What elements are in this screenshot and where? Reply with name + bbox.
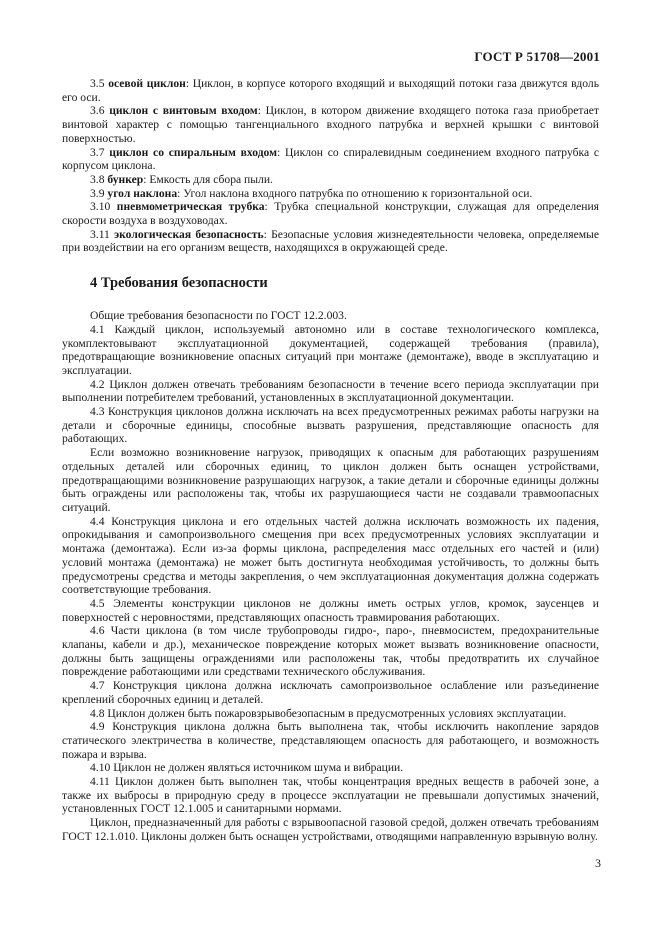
paragraph-4-8: 4.8 Циклон должен быть пожаровзрывобезопасным в предусмотренных условиях эксплуатации.: [90, 706, 567, 720]
definition-number: 3.6: [90, 104, 105, 118]
definitions-list: [62, 77, 599, 255]
definition-3-6: [62, 104, 599, 145]
paragraph-4-2: 4.2 Циклон должен отвечать требованиям безопасности в течение всего периода эксплуатации при выполнении потребителем требований, установленных в эксплуатационной документации.: [62, 377, 599, 405]
paragraph-general: Общие требования безопасности по ГОСТ 12.2.003.: [90, 309, 347, 323]
definition-3-11: [62, 228, 599, 255]
definition-text: : Циклон, в котором движение входящего потока газа приобретает винтовой характер с помощью тангенциального входного патрубка и верхней крышки с винтовой поверхностью.: [62, 104, 599, 145]
paragraph-4-10: 4.10 Циклон не должен являться источником шума и вибрации.: [90, 761, 404, 775]
definition-number: 3.10: [90, 200, 111, 214]
definition-text: : Трубка специальной конструкции, служащая для определения скорости воздуха в воздуховодах.: [62, 200, 600, 228]
definition-number: 3.5: [90, 77, 105, 90]
definition-3-8: [62, 173, 599, 187]
definition-term: экологическая безопасность: [114, 227, 264, 241]
definition-text: : Безопасные условия жизнедеятельности человека, определяемые при воздействии на его организм веществ, находящихся в окружающей среде.: [62, 227, 599, 255]
paragraph-4-11: 4.11 Циклон должен быть выполнен так, чтобы концентрация вредных веществ в рабочей зоне, а также их выбросы в природную среду в процессе эксплуатации не превышали допустимых значений, установленных ГОСТ 12.1.005 и санитарными нормами.: [62, 775, 599, 816]
section-body: [62, 309, 599, 843]
definition-text: : Циклон, в корпусе которого входящий и выходящий потоки газа движутся вдоль его оси.: [62, 77, 599, 104]
section-heading: 4 Требования безопасности: [90, 275, 268, 292]
definition-text: : Циклон со спиралевидным соединением входного патрубка с корпусом циклона.: [62, 145, 599, 173]
definition-3-9: [62, 187, 599, 201]
definition-term: циклон с винтовым входом: [109, 104, 258, 118]
definition-term: пневмометрическая трубка: [116, 200, 265, 214]
page-content: [62, 77, 599, 844]
definition-3-5: [62, 77, 599, 104]
page-number: 3: [595, 856, 601, 870]
paragraph-4-6: 4.6 Части циклона (в том числе трубопроводы гидро-, паро-, пневмосистем, предохранительные клапаны, кабели и др.), механическое повреждение которых может вызвать возникновение опасности, должны быть защищены ограждениями или расположены так, чтобы предотвратить их случайное повреждение работающими или средствами технического обслуживания.: [62, 624, 599, 679]
definition-text: : Емкость для сбора пыли.: [143, 172, 273, 186]
definition-number: 3.11: [90, 227, 110, 241]
definition-term: осевой циклон: [108, 77, 186, 90]
paragraph-4-3-cont: Если возможно возникновение нагрузок, приводящих к опасным для работающих разрушениям отдельных деталей или сборочных единиц, то циклон должен быть оснащен устройствами, предотвращающими возникновение разрушающих нагрузок, а такие детали и сборочные единицы должны быть ограждены или расположены так, чтобы их разрушающиеся части не создавали травмоопасных ситуаций.: [62, 446, 599, 514]
paragraph-4-3: 4.3 Конструкция циклонов должна исключать на всех предусмотренных режимах работы нагрузки на детали и сборочные единицы, способные вызвать разрушения, представляющие опасность для работающих.: [62, 405, 599, 446]
definition-term: бункер: [107, 172, 144, 186]
paragraph-4-7: 4.7 Конструкция циклона должна исключать самопроизвольное ослабление или разъединение креплений сборочных единиц и деталей.: [62, 679, 599, 706]
definition-3-10: [62, 200, 599, 227]
paragraph-4-9: 4.9 Конструкция циклона должна быть выполнена так, чтобы исключить накопление зарядов статического электричества в количестве, представляющем опасность для работающего, и возможность пожара и взрыва.: [62, 720, 599, 761]
definition-text: : Угол наклона входного патрубка по отношению к горизонтальной оси.: [177, 186, 533, 200]
definition-number: 3.9: [90, 186, 105, 200]
paragraph-4-5: 4.5 Элементы конструкции циклонов не должны иметь острых углов, кромок, заусенцев и поверхностей с неровностями, представляющих опасность травмирования работающих.: [62, 596, 599, 624]
paragraph-4-1: 4.1 Каждый циклон, используемый автономно или в составе технологического комплекса, укомплектовывают эксплуатационной документацией, содержащей требования (правила), предотвращающие возникновение опасных ситуаций при монтаже (демонтаже), вводе в эксплуатацию и эксплуатации.: [62, 322, 599, 377]
paragraph-4-4: 4.4 Конструкция циклона и его отдельных частей должна исключать возможность их падения, опрокидывания и самопроизвольного смещения при всех предусмотренных условиях эксплуатации и монтажа (демонтажа). Если из-за формы циклона, распределения масс отдельных его частей и (или) условий монтажа (демонтажа) не может быть достигнута необходимая устойчивость, то должны быть предусмотрены средства и методы закрепления, о чем эксплуатационная документация должна содержать соответствующие требования.: [62, 514, 599, 597]
definition-term: циклон со спиральным входом: [109, 145, 278, 159]
document-code: ГОСТ Р 51708—2001: [474, 49, 600, 64]
definition-number: 3.7: [90, 145, 105, 159]
definition-term: угол наклона: [107, 186, 178, 200]
definition-number: 3.8: [90, 172, 105, 186]
paragraph-4-11-cont: Циклон, предназначенный для работы с взрывоопасной газовой средой, должен отвечать требованиям ГОСТ 12.1.010. Циклоны должен быть оснащен устройствами, отводящими направленную взрывную волну.: [62, 816, 599, 843]
definition-3-7: [62, 146, 599, 173]
